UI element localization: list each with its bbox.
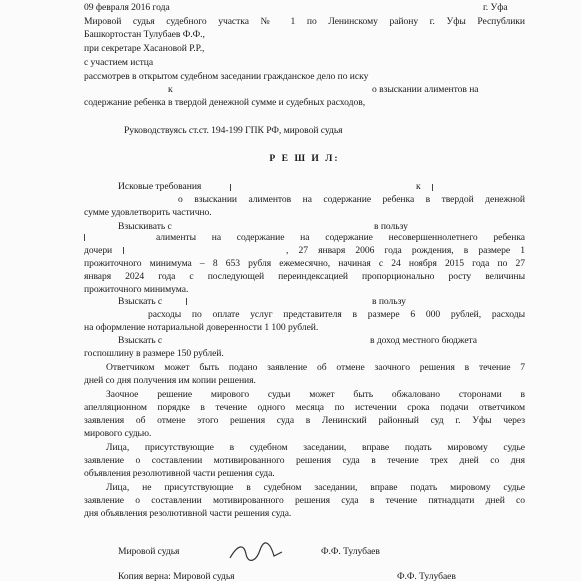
signature-role: Мировой судья bbox=[118, 546, 180, 557]
decision-paragraph-4: Взыскать с bbox=[118, 335, 163, 346]
decision-paragraph-7: объявления резолютивной части решения суда. bbox=[84, 468, 275, 479]
redaction-mark bbox=[432, 184, 433, 191]
decision-paragraph-2: алименты на содержание на содержание несовершеннолетнего ребенка bbox=[156, 232, 525, 243]
plaintiff-line: с участием истца bbox=[84, 57, 154, 68]
decision-paragraph-2: Взыскивать с bbox=[118, 221, 172, 232]
decision-paragraph-1: о взыскании алиментов на содержание ребенка в твердой денежной bbox=[178, 194, 525, 205]
decision-paragraph-6: заявления об отмене этого решения суда в Ленинский районный суд г. Уфы через bbox=[84, 415, 525, 426]
decision-paragraph-1: сумме удовлетворить частично. bbox=[84, 207, 212, 218]
signature-name: Ф.Ф. Тулубаев bbox=[321, 546, 380, 557]
decision-paragraph-3: расходы по оплате услуг представителя в размере 6 000 рублей, расходы bbox=[148, 309, 525, 320]
decision-paragraph-3: в пользу bbox=[372, 296, 406, 307]
decision-paragraph-5: Ответчиком может быть подано заявление об отмене заочного решения в течение 7 bbox=[106, 362, 525, 373]
decision-paragraph-1: Исковые требования bbox=[118, 181, 202, 192]
signature-scribble bbox=[226, 540, 286, 566]
decision-paragraph-1: к bbox=[416, 181, 421, 192]
decision-paragraph-2: прожиточного минимума – 8 653 рубля ежемесячно, начиная с 24 ноября 2015 года по 27 bbox=[84, 258, 525, 269]
secretary-line: при секретаре Хасановой Р.Р., bbox=[84, 43, 205, 54]
decision-paragraph-2: прожиточного минимума. bbox=[84, 284, 189, 295]
decision-title: Р Е Ш И Л: bbox=[269, 153, 340, 164]
decision-paragraph-4: в доход местного бюджета bbox=[370, 335, 478, 346]
decision-paragraph-8: Лица, не присутствующие в судебном заседании, вправе подать мировому судье bbox=[106, 482, 525, 493]
decision-paragraph-2: дочери bbox=[84, 245, 113, 256]
decision-paragraph-7: заявление о составлении мотивированного решения суда в течение трех дней со дня bbox=[84, 455, 525, 466]
copy-certified-name: Ф.Ф. Тулубаев bbox=[397, 571, 456, 582]
decision-paragraph-2: , 27 января 2006 года рождения, в размере 1 bbox=[286, 245, 525, 256]
judge-intro-line: Башкортостан Тулубаев Ф.Ф., bbox=[84, 29, 205, 40]
decision-date: 09 февраля 2016 года bbox=[84, 2, 170, 13]
decision-city: г. Уфа bbox=[483, 2, 508, 13]
legal-basis: Руководствуясь ст.ст. 194-199 ГПК РФ, мировой судья bbox=[124, 125, 343, 136]
decision-paragraph-7: Лица, присутствующие в судебном заседании, вправе подать мировому судье bbox=[106, 442, 525, 453]
decision-paragraph-2: в пользу bbox=[374, 221, 408, 232]
case-line: к bbox=[168, 84, 173, 95]
case-line: о взыскании алиментов на bbox=[372, 84, 479, 95]
decision-paragraph-8: заявление о составлении мотивированного решения суда в течение пятнадцати дней со bbox=[84, 495, 525, 506]
judge-intro-line: Мировой судья судебного участка № 1 по Ленинскому району г. Уфы Республики bbox=[84, 16, 525, 27]
decision-paragraph-3: Взыскать с bbox=[118, 296, 163, 307]
case-line: рассмотрев в открытом судебном заседании гражданское дело по иску bbox=[84, 71, 369, 82]
case-line: содержание ребенка в твердой денежной сумме и судебных расходов, bbox=[84, 97, 366, 108]
decision-paragraph-5: дней со дня получения им копии решения. bbox=[84, 375, 256, 386]
redaction-mark bbox=[230, 184, 231, 191]
decision-paragraph-8: дня объявления резолютивной части решения суда. bbox=[84, 508, 292, 519]
decision-paragraph-6: мирового судью. bbox=[84, 428, 152, 439]
redaction-mark bbox=[123, 247, 124, 254]
redaction-mark bbox=[186, 298, 187, 305]
decision-paragraph-6: апелляционном порядке в течение одного месяца по истечении срока подачи ответчиком bbox=[84, 402, 525, 413]
decision-paragraph-2: января 2024 года с последующей переиндексацией пропорционально росту величины bbox=[84, 271, 525, 282]
decision-paragraph-3: на оформление нотариальной доверенности 1 100 рублей. bbox=[84, 322, 319, 333]
decision-paragraph-6: Заочное решение мирового судьи может быть обжаловано сторонами в bbox=[106, 389, 525, 400]
redaction-mark bbox=[84, 234, 85, 241]
decision-paragraph-4: госпошлину в размере 150 рублей. bbox=[84, 348, 224, 359]
copy-certified-label: Копия верна: Мировой судья bbox=[118, 571, 235, 582]
